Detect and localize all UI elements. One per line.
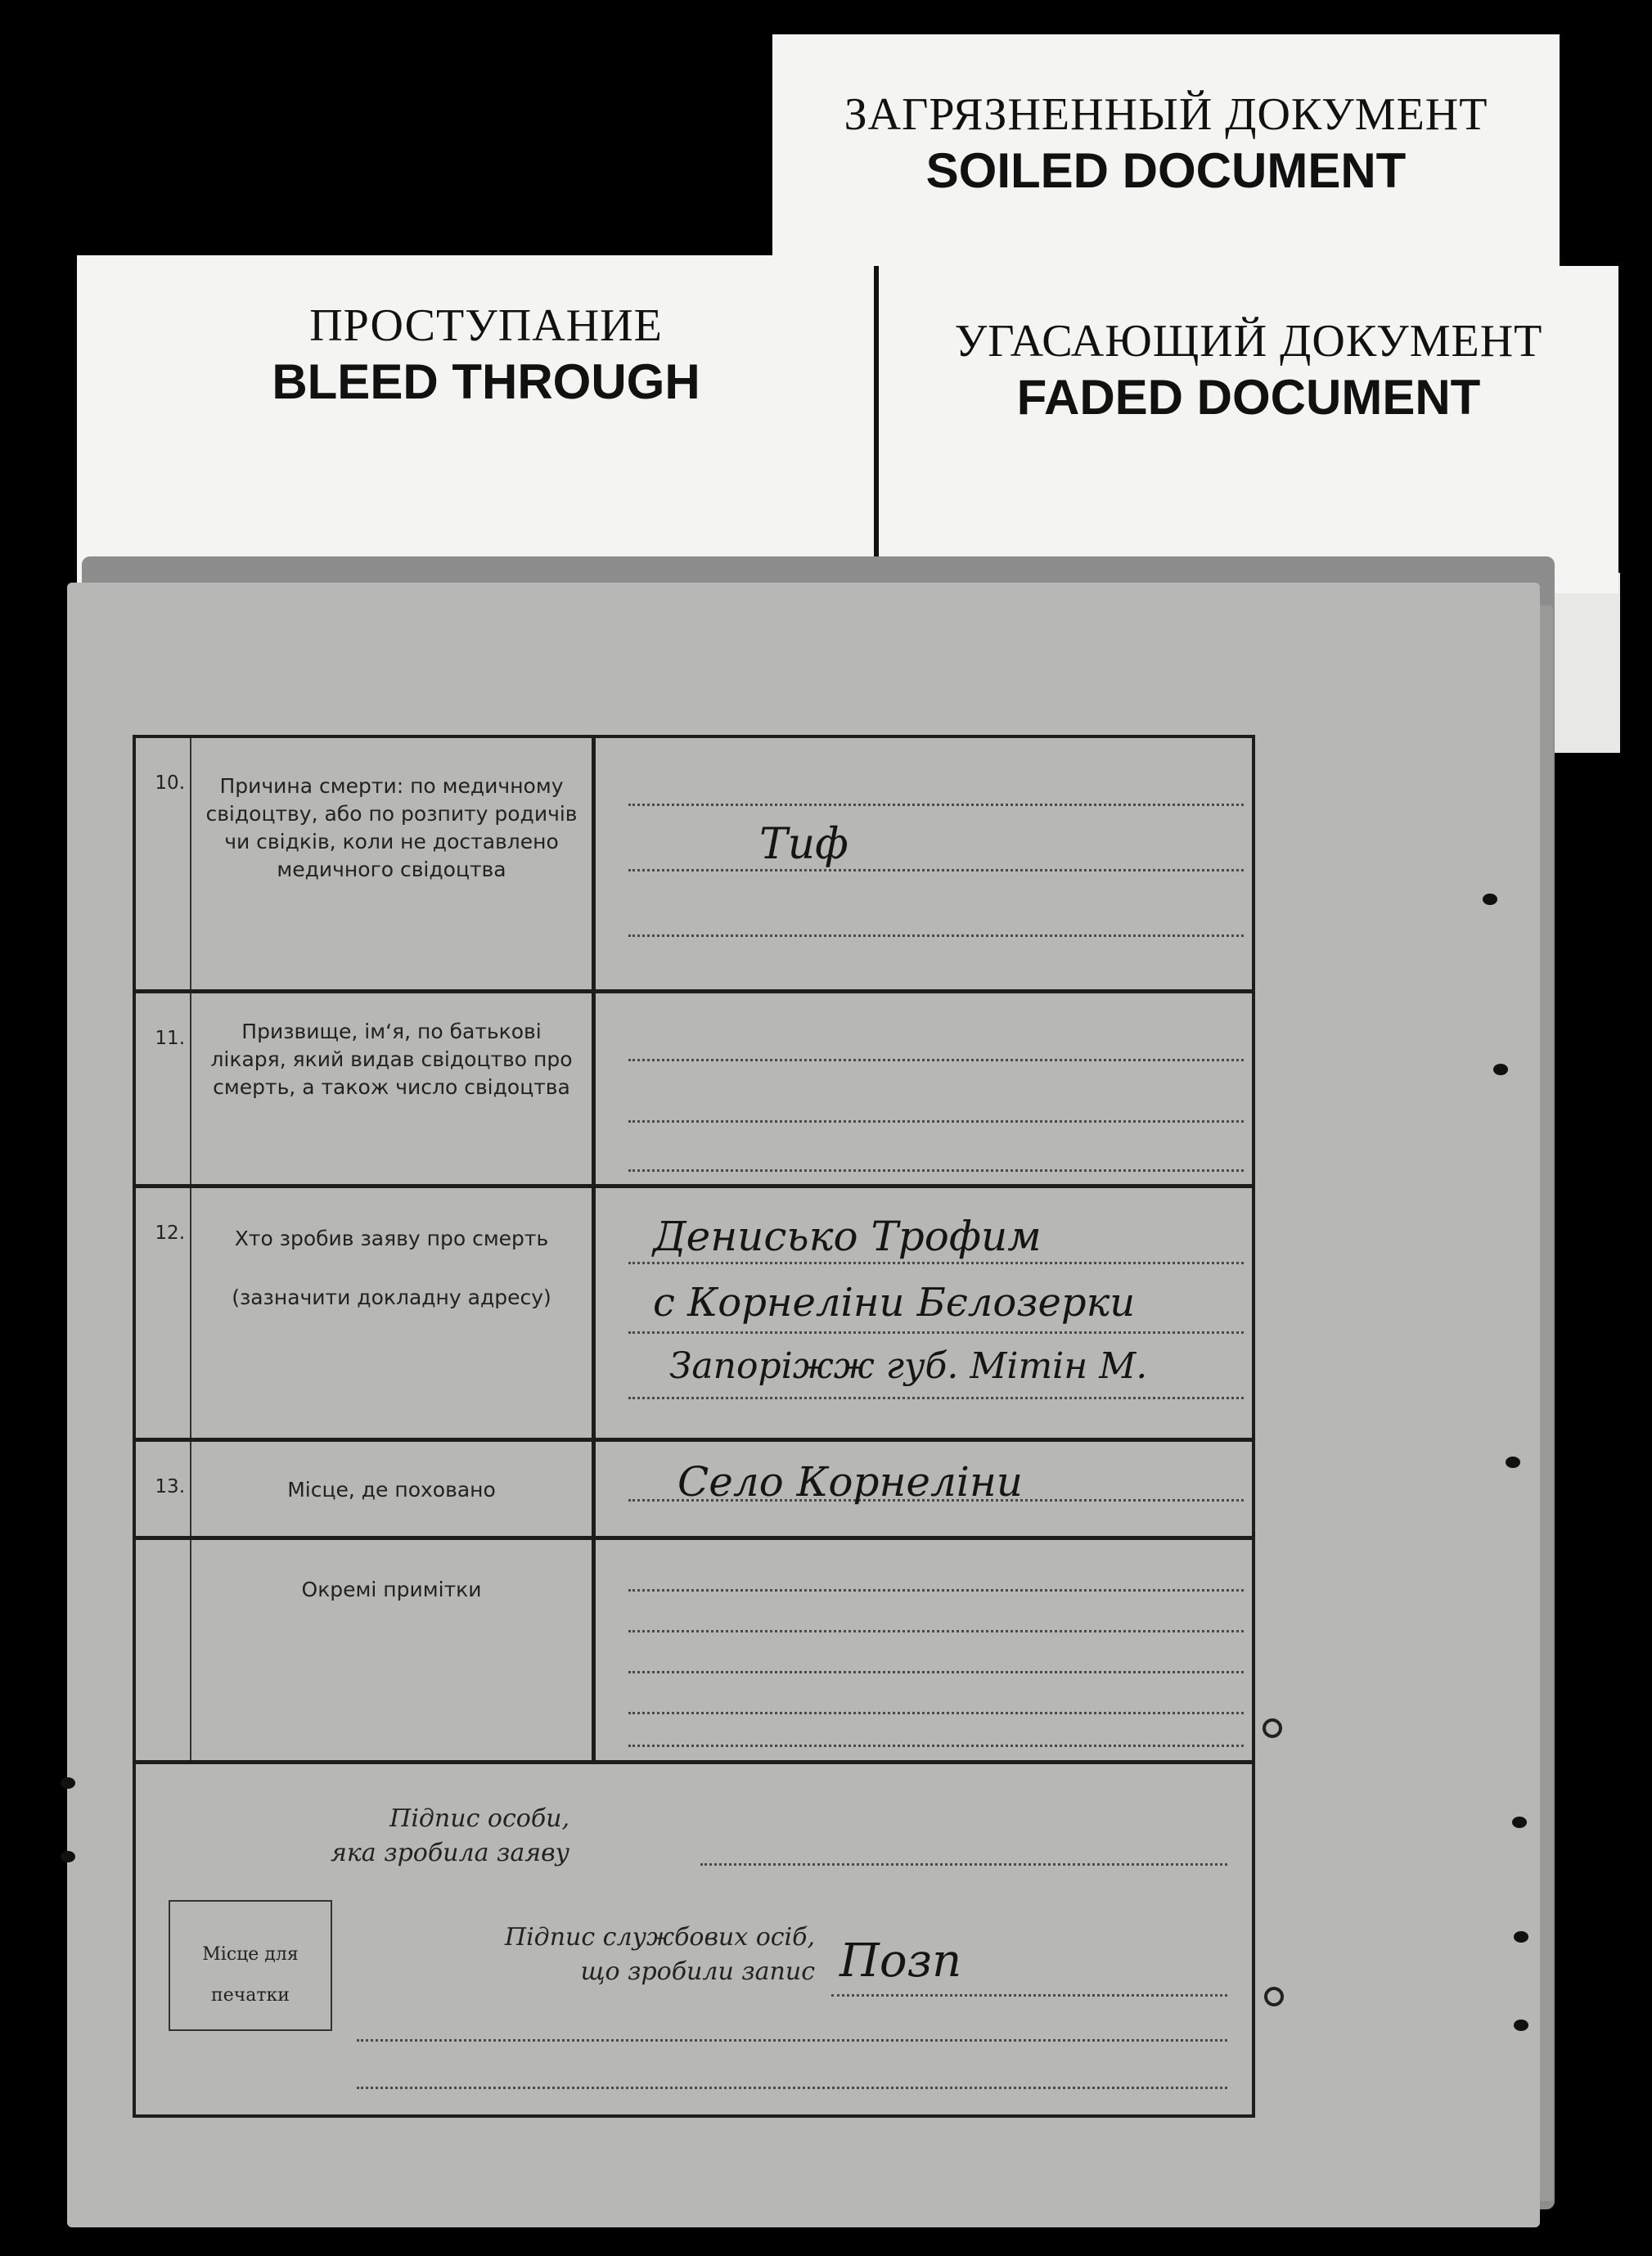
punch-hole bbox=[1514, 1931, 1528, 1943]
handwritten-applicant-line-1: Денисько Трофим bbox=[653, 1213, 1042, 1260]
applicant-signature-line bbox=[700, 1863, 1227, 1866]
stamp-place-box: Місце для печатки bbox=[169, 1900, 332, 2031]
punch-hole bbox=[1493, 1064, 1508, 1075]
death-record-form bbox=[133, 735, 1255, 2118]
officials-signature-line-2 bbox=[357, 2039, 1227, 2042]
officials-signature-label: Підпис службових осіб, що зробили запис bbox=[504, 1923, 815, 1986]
row-label: Хто зробив заяву про смерть (зазначити докладну адресу) bbox=[191, 1188, 596, 1438]
punch-hole bbox=[61, 1777, 75, 1789]
handwritten-applicant-line-3: Запоріжж губ. Мітін М. bbox=[669, 1345, 1148, 1387]
handwritten-applicant-line-2: с Корнеліни Бєлозерки bbox=[653, 1280, 1136, 1326]
applicant-field bbox=[596, 1188, 1252, 1438]
row-applicant bbox=[136, 1188, 1252, 1442]
punch-hole bbox=[1483, 894, 1497, 905]
row-doctor-name bbox=[136, 993, 1252, 1188]
row-number bbox=[136, 1540, 191, 1760]
row-label: Місце, де поховано bbox=[191, 1442, 596, 1536]
burial-place-field bbox=[596, 1442, 1252, 1536]
officials-signature-line-3 bbox=[357, 2087, 1227, 2089]
officials-signature-line-1 bbox=[831, 1994, 1227, 1997]
faded-card-extension bbox=[1555, 573, 1620, 753]
faded-label-ru: УГАСАЮЩИЙ ДОКУМЕНТ bbox=[954, 316, 1543, 367]
handwritten-burial-place: Село Корнеліни bbox=[677, 1458, 1023, 1506]
punch-hole bbox=[1512, 1817, 1527, 1828]
cause-of-death-field bbox=[596, 738, 1252, 989]
applicant-signature-label: Підпис особи, яка зробила заяву bbox=[331, 1804, 569, 1867]
row-label: Причина смерти: по медичному свідоцтву, або по розпиту родичів чи свідків, коли не доставлено медичного свідоцтва bbox=[191, 738, 596, 989]
punch-hole bbox=[1506, 1457, 1520, 1468]
notes-field bbox=[596, 1540, 1252, 1760]
officials-signature: Позп bbox=[840, 1934, 962, 1988]
row-cause-of-death bbox=[136, 738, 1252, 993]
doctor-name-field bbox=[596, 993, 1252, 1184]
bleed-through-label bbox=[77, 255, 895, 583]
row-number: 10. bbox=[136, 738, 191, 989]
soiled-label-en: SOILED DOCUMENT bbox=[925, 143, 1407, 198]
bleed-label-ru: ПРОСТУПАНИЕ bbox=[309, 300, 663, 351]
row-number: 12. bbox=[136, 1188, 191, 1438]
ring-hole bbox=[1264, 1987, 1284, 2006]
punch-hole bbox=[1514, 2020, 1528, 2031]
faded-document-label bbox=[874, 266, 1618, 593]
row-label: Окремі примітки bbox=[191, 1540, 596, 1760]
faded-label-en: FADED DOCUMENT bbox=[1016, 370, 1481, 425]
row-notes bbox=[136, 1540, 1252, 1764]
soiled-document-label bbox=[772, 34, 1560, 280]
bleed-label-en: BLEED THROUGH bbox=[272, 354, 700, 409]
row-label: Призвище, ім‘я, по батькові лікаря, який видав свідоцтво про смерть, а також число свідоцтва bbox=[191, 993, 596, 1184]
row-number: 13. bbox=[136, 1442, 191, 1536]
soiled-label-ru: ЗАГРЯЗНЕННЫЙ ДОКУМЕНТ bbox=[844, 89, 1488, 140]
row-burial-place bbox=[136, 1442, 1252, 1540]
row-number: 11. bbox=[136, 993, 191, 1184]
punch-hole bbox=[61, 1851, 75, 1862]
handwritten-cause: Тиф bbox=[759, 820, 849, 869]
ring-hole bbox=[1263, 1718, 1282, 1738]
